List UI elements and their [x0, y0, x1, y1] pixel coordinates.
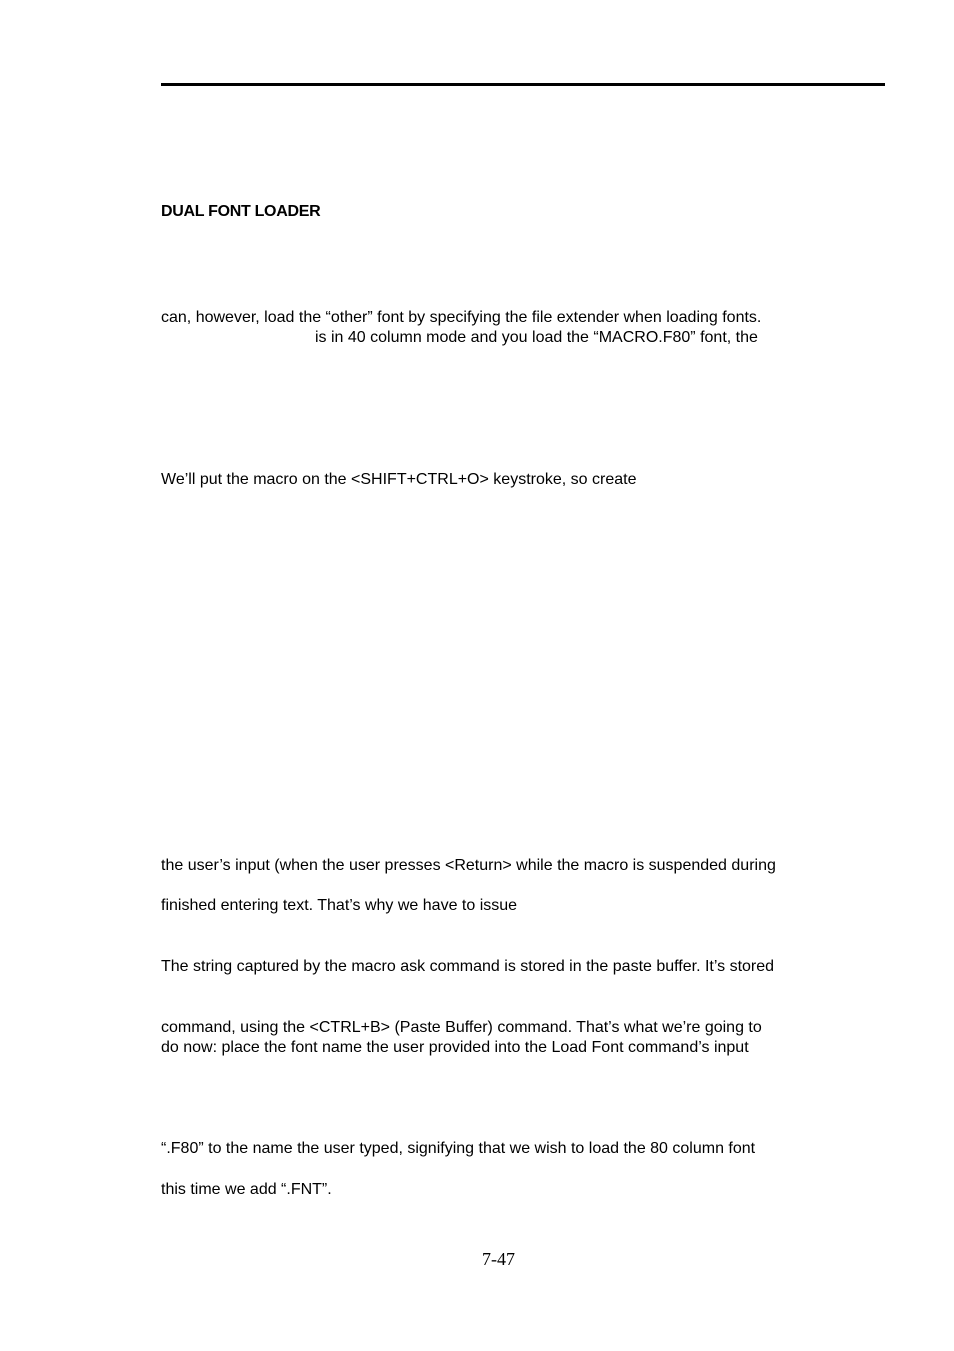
body-line: this time we add “.FNT”. [161, 1181, 332, 1198]
body-line: “.F80” to the name the user typed, signifying that we wish to load the 80 column font [161, 1140, 756, 1157]
body-line: The string captured by the macro ask command is stored in the paste buffer. It’s stored [161, 958, 775, 975]
body-line: command, using the <CTRL+B> (Paste Buffer) command. That’s what we’re going to [161, 1019, 762, 1036]
body-line: the user’s input (when the user presses <Return> while the macro is suspended during [161, 857, 776, 874]
header-rule [161, 83, 885, 86]
body-line: can, however, load the “other” font by specifying the file extender when loading fonts. [161, 309, 762, 326]
body-line: finished entering text. That’s why we have to issue [161, 897, 518, 914]
body-line: is in 40 column mode and you load the “MACRO.F80” font, the [315, 329, 758, 346]
section-heading: DUAL FONT LOADER [161, 203, 321, 220]
body-line: do now: place the font name the user provided into the Load Font command’s input [161, 1039, 749, 1056]
page-number: 7-47 [482, 1249, 515, 1269]
body-line: We’ll put the macro on the <SHIFT+CTRL+O> keystroke, so create [161, 471, 637, 488]
